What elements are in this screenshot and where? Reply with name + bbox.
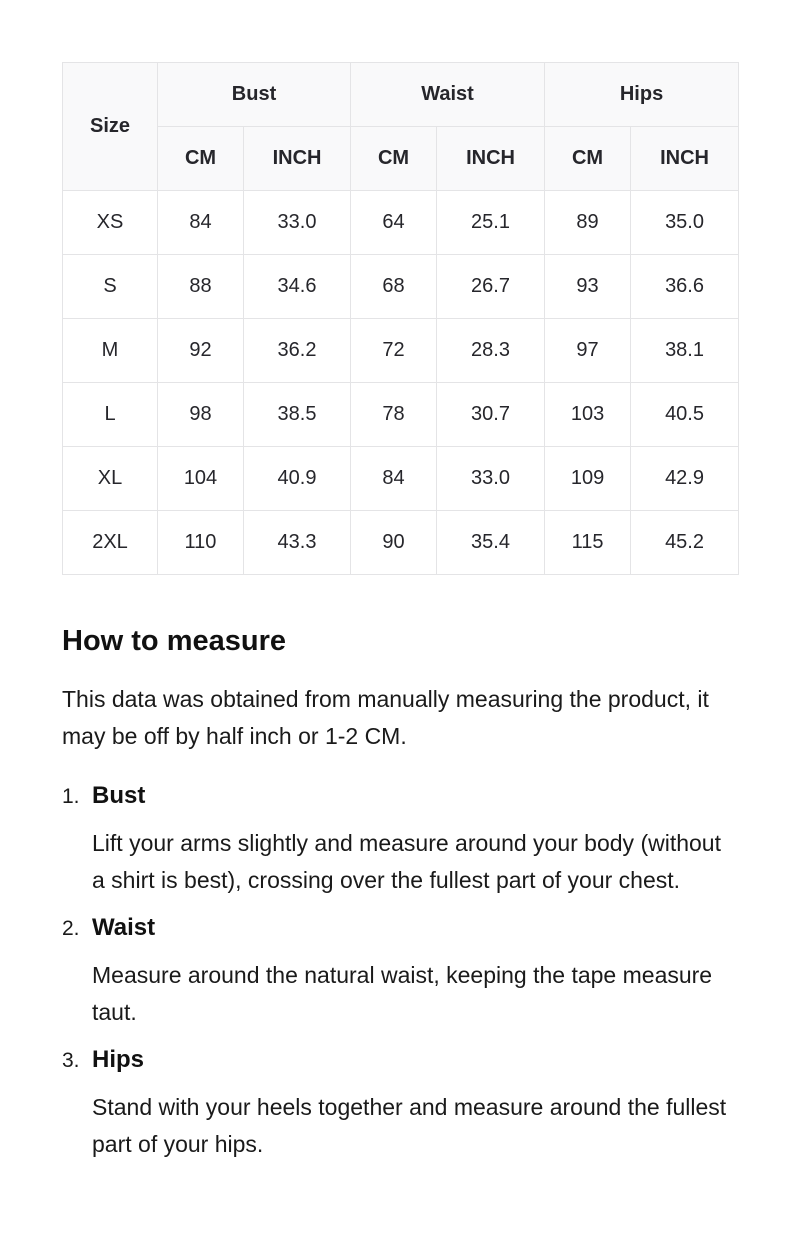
value-cell: 84 <box>351 447 437 511</box>
table-subheader-bust-inch: INCH <box>244 127 351 191</box>
value-cell: 45.2 <box>631 511 739 575</box>
value-cell: 92 <box>158 319 244 383</box>
step-number: 3. <box>62 1049 80 1072</box>
value-cell: 34.6 <box>244 255 351 319</box>
value-cell: 36.2 <box>244 319 351 383</box>
table-header-size: Size <box>63 63 158 191</box>
value-cell: 97 <box>545 319 631 383</box>
value-cell: 64 <box>351 191 437 255</box>
table-row <box>63 511 739 575</box>
value-cell: 90 <box>351 511 437 575</box>
size-cell: M <box>63 319 158 383</box>
value-cell: 40.9 <box>244 447 351 511</box>
table-row <box>63 447 739 511</box>
value-cell: 35.4 <box>437 511 545 575</box>
table-header-bust: Bust <box>158 63 351 127</box>
measure-step-bust <box>62 781 738 899</box>
step-heading <box>62 1045 738 1075</box>
measure-step-hips <box>62 1045 738 1163</box>
value-cell: 42.9 <box>631 447 739 511</box>
value-cell: 43.3 <box>244 511 351 575</box>
how-to-measure-heading: How to measure <box>62 625 286 657</box>
value-cell: 78 <box>351 383 437 447</box>
value-cell: 72 <box>351 319 437 383</box>
table-subheader-bust-cm: CM <box>158 127 244 191</box>
value-cell: 36.6 <box>631 255 739 319</box>
value-cell: 93 <box>545 255 631 319</box>
table-subheader-waist-cm: CM <box>351 127 437 191</box>
step-description: Stand with your heels together and measure around the fullest part of your hips. <box>92 1094 727 1157</box>
value-cell: 104 <box>158 447 244 511</box>
step-number: 2. <box>62 917 80 940</box>
size-cell: XS <box>63 191 158 255</box>
value-cell: 110 <box>158 511 244 575</box>
step-term: Hips <box>92 1046 145 1073</box>
value-cell: 25.1 <box>437 191 545 255</box>
value-cell: 38.1 <box>631 319 739 383</box>
value-cell: 103 <box>545 383 631 447</box>
step-description: Lift your arms slightly and measure around your body (without a shirt is best), crossing over the fullest part of your chest. <box>92 830 721 893</box>
size-cell: L <box>63 383 158 447</box>
value-cell: 38.5 <box>244 383 351 447</box>
table-subheader-waist-inch: INCH <box>437 127 545 191</box>
measure-steps-list <box>62 781 738 1163</box>
table-row <box>63 319 739 383</box>
value-cell: 33.0 <box>437 447 545 511</box>
value-cell: 30.7 <box>437 383 545 447</box>
size-cell: XL <box>63 447 158 511</box>
value-cell: 40.5 <box>631 383 739 447</box>
table-row <box>63 383 739 447</box>
measure-step-waist <box>62 913 738 1031</box>
step-heading <box>62 913 738 943</box>
table-unit-header-row <box>63 127 739 191</box>
step-term: Bust <box>92 782 146 809</box>
value-cell: 28.3 <box>437 319 545 383</box>
value-cell: 35.0 <box>631 191 739 255</box>
table-row <box>63 255 739 319</box>
value-cell: 84 <box>158 191 244 255</box>
size-cell: S <box>63 255 158 319</box>
table-header-waist: Waist <box>351 63 545 127</box>
step-heading <box>62 781 738 811</box>
value-cell: 115 <box>545 511 631 575</box>
value-cell: 33.0 <box>244 191 351 255</box>
table-subheader-hips-cm: CM <box>545 127 631 191</box>
measure-intro-text: This data was obtained from manually measuring the product, it may be off by half inch or 1-2 CM. <box>62 686 709 749</box>
step-description: Measure around the natural waist, keeping the tape measure taut. <box>92 962 713 1025</box>
table-group-header-row <box>63 63 739 127</box>
table-subheader-hips-inch: INCH <box>631 127 739 191</box>
value-cell: 109 <box>545 447 631 511</box>
value-cell: 26.7 <box>437 255 545 319</box>
value-cell: 98 <box>158 383 244 447</box>
value-cell: 68 <box>351 255 437 319</box>
size-cell: 2XL <box>63 511 158 575</box>
value-cell: 89 <box>545 191 631 255</box>
value-cell: 88 <box>158 255 244 319</box>
step-number: 1. <box>62 785 80 808</box>
table-row <box>63 191 739 255</box>
size-chart-table <box>62 62 739 575</box>
table-header-hips: Hips <box>545 63 739 127</box>
step-term: Waist <box>92 914 156 941</box>
